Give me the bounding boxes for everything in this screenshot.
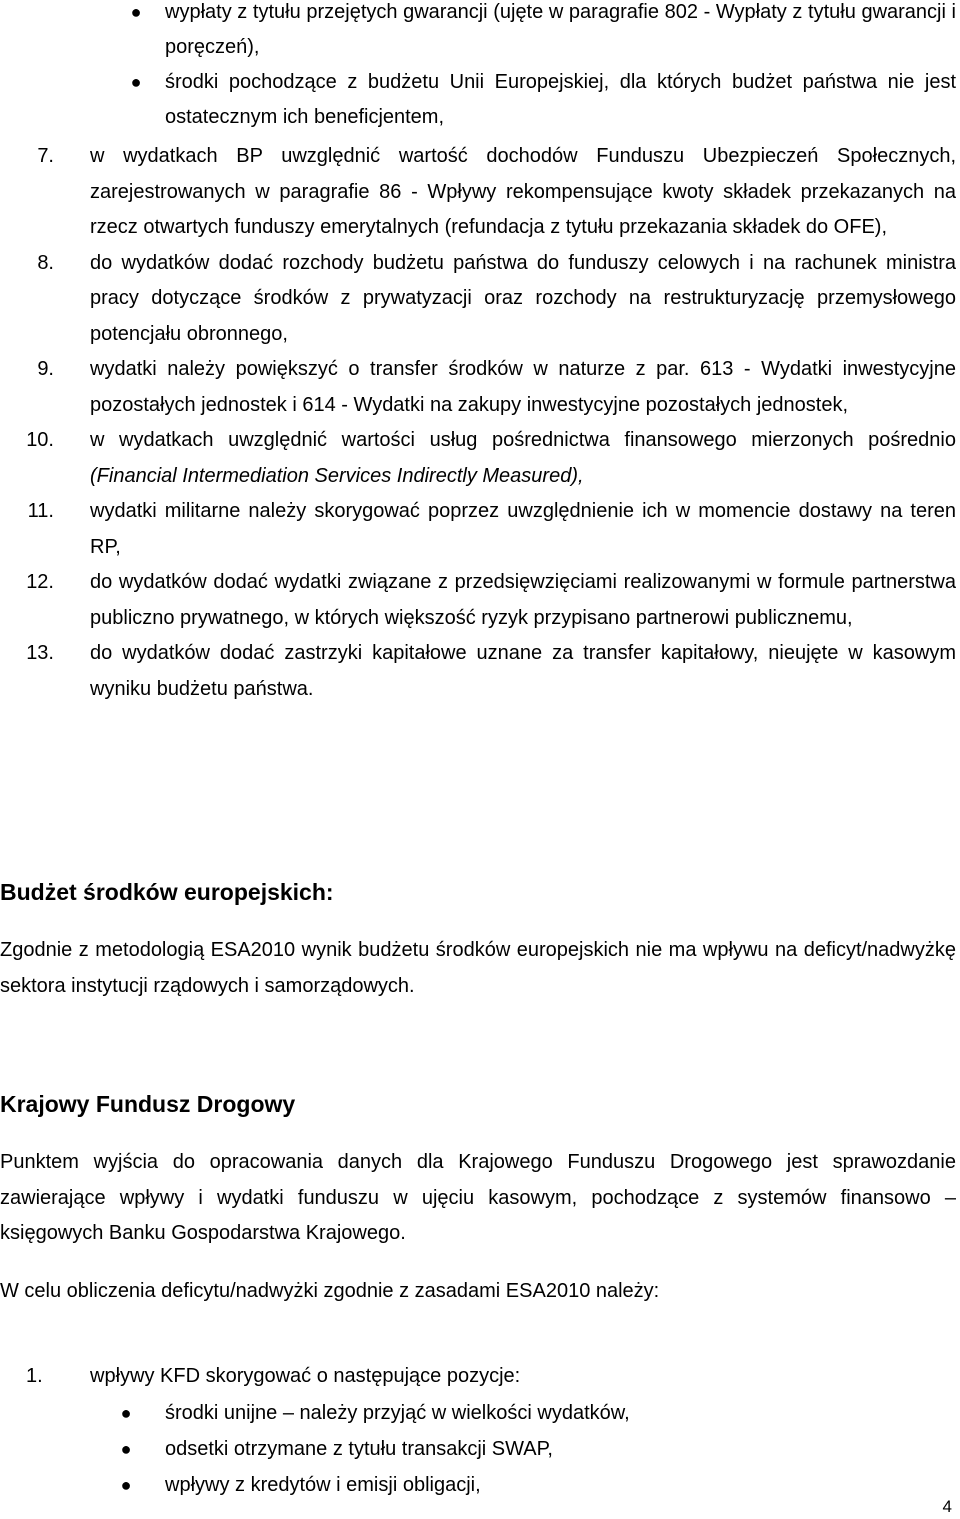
bullet-icon: ● — [120, 1474, 132, 1495]
item-italic-text: (Financial Intermediation Services Indirectly Measured), — [90, 464, 584, 487]
item-number: 13. — [26, 642, 54, 664]
list-item — [0, 1395, 960, 1431]
section-heading-kfd: Krajowy Fundusz Drogowy — [0, 1091, 296, 1117]
bullet-icon: ● — [130, 2, 142, 22]
eu-budget-paragraph: Zgodnie z metodologią ESA2010 wynik budżetu środków europejskich nie ma wpływu na deficyt/nadwyżkę sektora instytucji rządowych i samorządowych. — [0, 939, 956, 997]
item-text: do wydatków dodać rozchody budżetu państwa do funduszy celowych i na rachunek ministra pracy dotyczące środków z prywatyzacji oraz rozchody na restrukturyzację przemysłowego potencjału obronnego, — [90, 251, 956, 345]
list-item-text: wpływy z kredytów i emisji obligacji, — [165, 1473, 481, 1496]
kfd-paragraph-1: Punktem wyjścia do opracowania danych dla Krajowego Funduszu Drogowego jest sprawozdanie zawierające wpływy i wydatki funduszu w ujęciu kasowym, pochodzące z systemów finansowo – księgowych Banku Gospodarstwa Krajowego. — [0, 1151, 956, 1244]
item-number: 8. — [37, 251, 54, 274]
list-item-text: odsetki otrzymane z tytułu transakcji SWAP, — [165, 1437, 553, 1460]
numbered-item-8 — [0, 246, 960, 353]
top-bullet-list — [0, 0, 960, 135]
item-number: 10. — [26, 429, 54, 451]
numbered-item-12 — [0, 565, 960, 636]
list-item — [0, 0, 960, 65]
numbered-list — [0, 139, 960, 707]
list-item — [0, 1431, 960, 1467]
list-item-text: wypłaty z tytułu przejętych gwarancji (ujęte w paragrafie 802 - Wypłaty z tytułu gwarancji i poręczeń), — [165, 1, 956, 58]
list-item-text: środki unijne – należy przyjąć w wielkości wydatków, — [165, 1401, 630, 1424]
bullet-icon: ● — [120, 1402, 132, 1423]
numbered-item-9 — [0, 352, 960, 423]
bullet-icon: ● — [120, 1438, 132, 1459]
list-item — [0, 1467, 960, 1503]
numbered-item-7 — [0, 139, 960, 246]
numbered-item-11 — [0, 494, 960, 565]
kfd-numbered-item-1 — [0, 1359, 960, 1395]
list-item — [0, 65, 960, 135]
item-number: 12. — [26, 571, 54, 593]
numbered-item-13 — [0, 636, 960, 707]
item-text: w wydatkach BP uwzględnić wartość dochodów Funduszu Ubezpieczeń Społecznych, zarejestrowanych w paragrafie 86 - Wpływy rekompensujące kwoty składek przekazanych na rzecz otwartych funduszy emerytalnych (refundacja z tytułu przekazania składek do OFE), — [90, 145, 956, 238]
item-text: wydatki należy powiększyć o transfer środków w naturze z par. 613 - Wydatki inwestycyjne pozostałych jednostek i 614 - Wydatki na zakupy inwestycyjne pozostałych jednostek, — [90, 358, 956, 416]
item-number: 11. — [27, 500, 54, 522]
item-text: wydatki militarne należy skorygować poprzez uwzględnienie ich w momencie dostawy na teren RP, — [90, 500, 956, 558]
kfd-numbered-list — [0, 1359, 960, 1503]
bullet-icon: ● — [130, 72, 142, 92]
page-number: 4 — [942, 1497, 952, 1516]
kfd-paragraph-2: W celu obliczenia deficytu/nadwyżki zgodnie z zasadami ESA2010 należy: — [0, 1280, 660, 1302]
item-number: 1. — [26, 1365, 43, 1387]
item-number: 7. — [37, 145, 54, 167]
numbered-item-10 — [0, 423, 960, 494]
section-heading-eu-budget: Budżet środków europejskich: — [0, 879, 334, 905]
item-text: do wydatków dodać wydatki związane z przedsięwzięciami realizowanymi w formule partnerstwa publiczno prywatnego, w których większość ryzyk przypisano partnerowi publicznemu, — [90, 571, 956, 629]
kfd-sub-bullet-list — [0, 1395, 960, 1503]
item-text: do wydatków dodać zastrzyki kapitałowe uznane za transfer kapitałowy, nieujęte w kasowym wyniku budżetu państwa. — [90, 642, 956, 700]
list-item-text: środki pochodzące z budżetu Unii Europejskiej, dla których budżet państwa nie jest ostatecznym ich beneficjentem, — [165, 71, 956, 128]
item-text: w wydatkach uwzględnić wartości usług pośrednictwa finansowego mierzonych pośrednio — [90, 429, 956, 451]
item-number: 9. — [37, 358, 54, 380]
item-text: wpływy KFD skorygować o następujące pozycje: — [90, 1365, 521, 1387]
